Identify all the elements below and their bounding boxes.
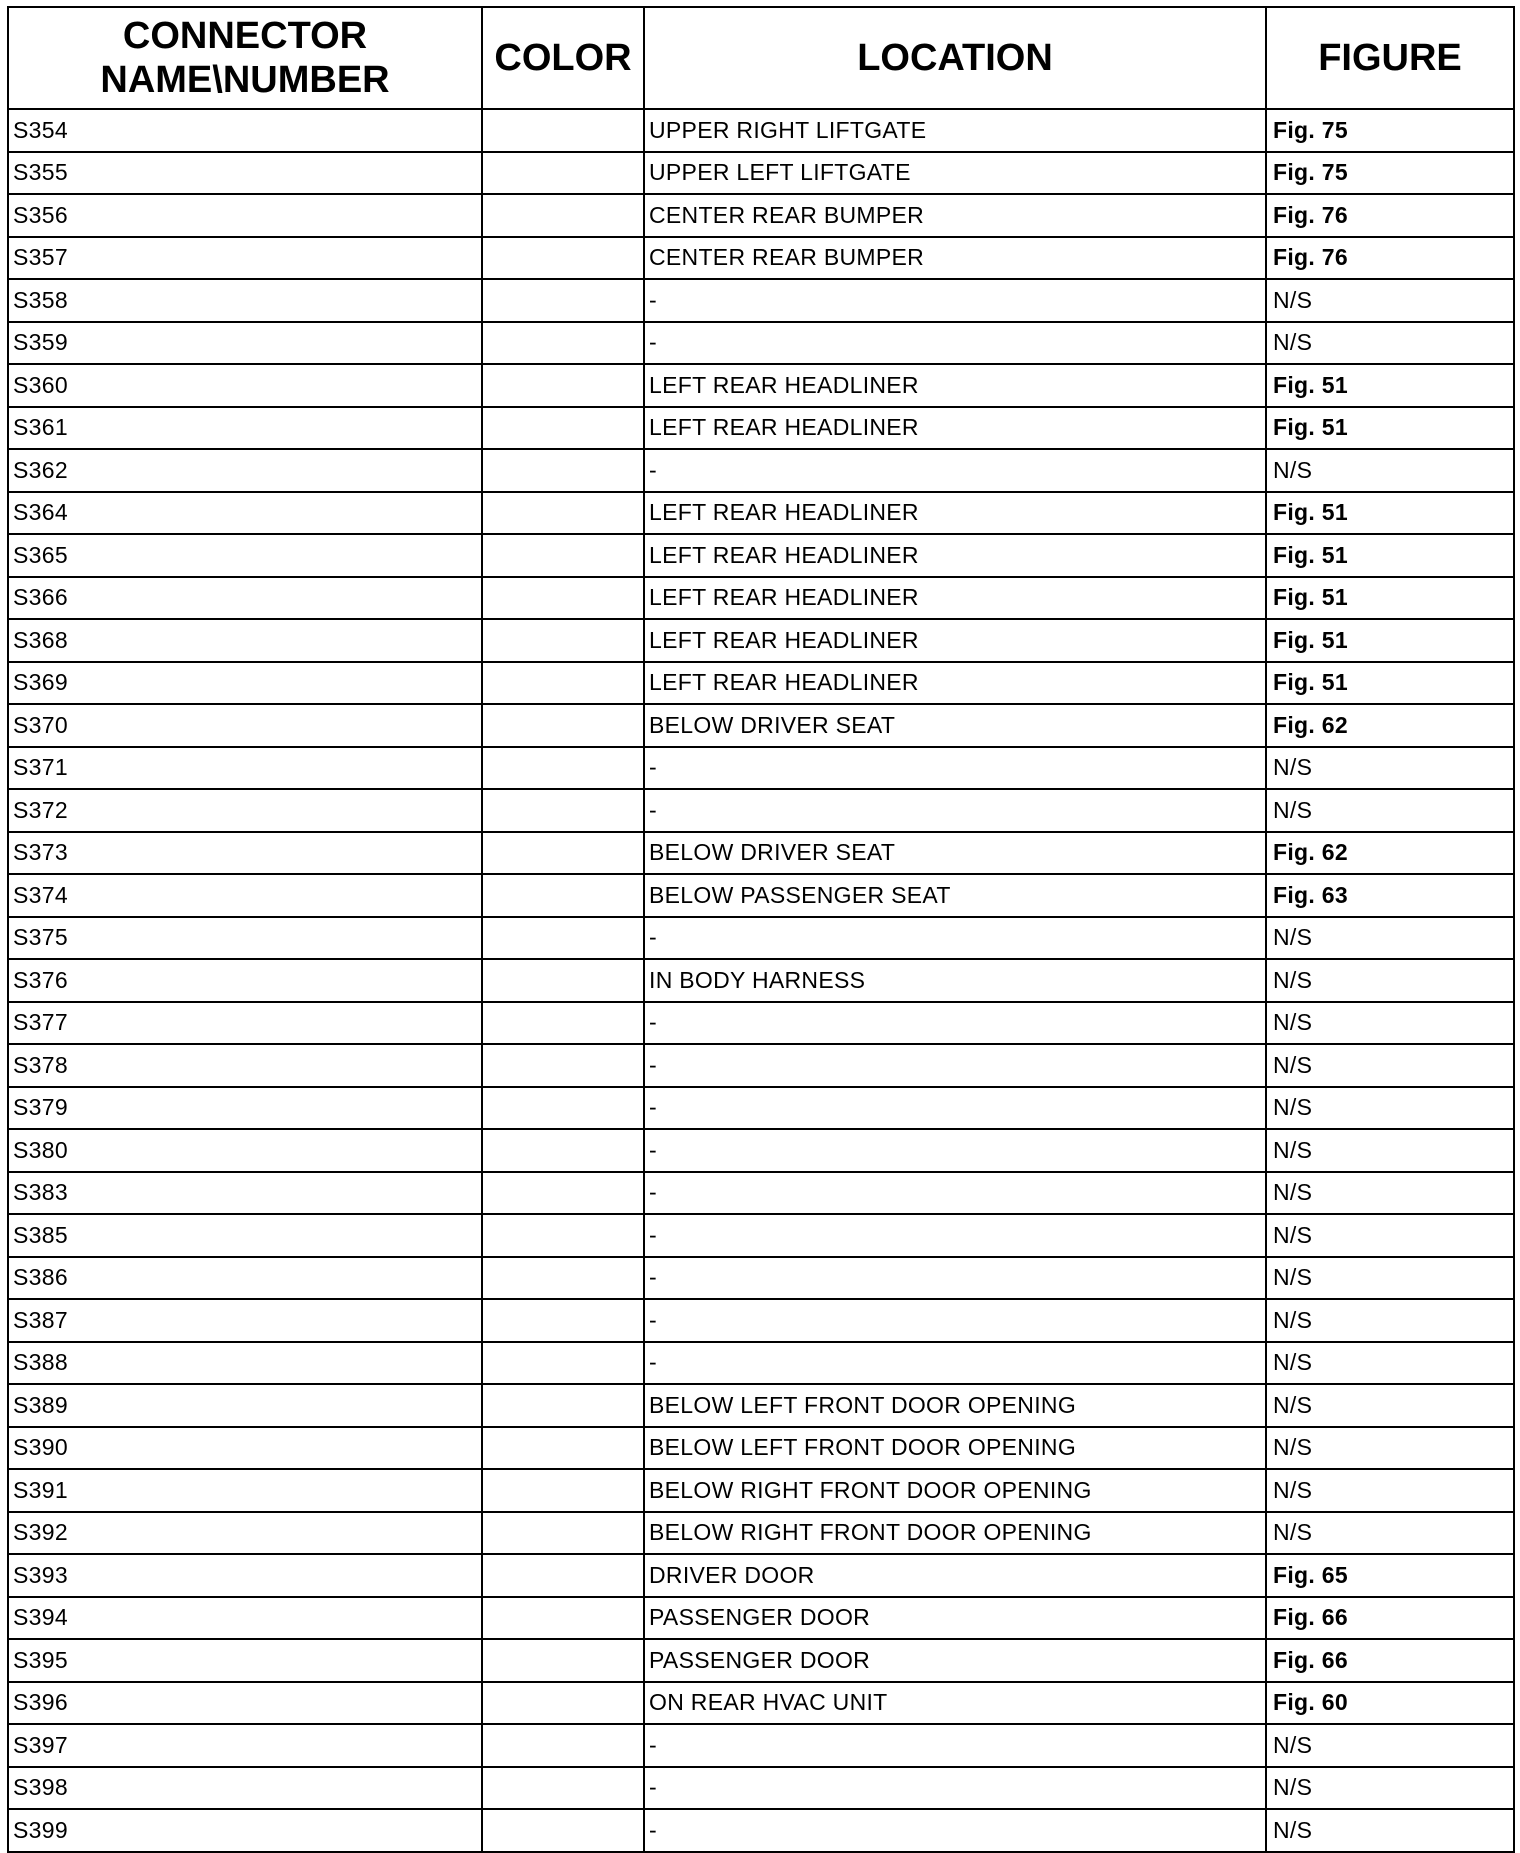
connector-name-cell: S386 xyxy=(8,1257,482,1300)
connector-name-cell: S387 xyxy=(8,1299,482,1342)
location-cell: BELOW DRIVER SEAT xyxy=(644,832,1266,875)
figure-cell: Fig. 51 xyxy=(1266,662,1514,705)
figure-cell: Fig. 63 xyxy=(1266,874,1514,917)
table-row xyxy=(8,1554,1514,1597)
color-cell xyxy=(482,1299,644,1342)
location-cell: BELOW RIGHT FRONT DOOR OPENING xyxy=(644,1469,1266,1512)
table-row xyxy=(8,1809,1514,1852)
table-row xyxy=(8,1087,1514,1130)
location-cell: - xyxy=(644,789,1266,832)
color-cell xyxy=(482,322,644,365)
table-row xyxy=(8,364,1514,407)
connector-name-cell: S357 xyxy=(8,237,482,280)
location-cell: - xyxy=(644,1809,1266,1852)
figure-cell: N/S xyxy=(1266,1427,1514,1470)
connector-name-cell: S369 xyxy=(8,662,482,705)
connector-name-cell: S373 xyxy=(8,832,482,875)
table-row xyxy=(8,1512,1514,1555)
connector-name-cell: S370 xyxy=(8,704,482,747)
table-row xyxy=(8,1342,1514,1385)
table-row xyxy=(8,1044,1514,1087)
table-row xyxy=(8,577,1514,620)
figure-cell: N/S xyxy=(1266,1129,1514,1172)
figure-cell: Fig. 76 xyxy=(1266,237,1514,280)
location-cell: - xyxy=(644,1087,1266,1130)
figure-cell: N/S xyxy=(1266,279,1514,322)
table-row xyxy=(8,1299,1514,1342)
color-cell xyxy=(482,1342,644,1385)
connector-name-cell: S354 xyxy=(8,109,482,152)
table-row xyxy=(8,874,1514,917)
table-row xyxy=(8,1214,1514,1257)
color-cell xyxy=(482,1087,644,1130)
table-row xyxy=(8,237,1514,280)
connector-name-cell: S379 xyxy=(8,1087,482,1130)
connector-name-cell: S389 xyxy=(8,1384,482,1427)
color-cell xyxy=(482,1724,644,1767)
connector-table xyxy=(7,6,1515,1853)
table-row xyxy=(8,534,1514,577)
color-cell xyxy=(482,789,644,832)
connector-name-cell: S368 xyxy=(8,619,482,662)
figure-cell: N/S xyxy=(1266,1087,1514,1130)
color-cell xyxy=(482,1002,644,1045)
figure-cell: Fig. 76 xyxy=(1266,194,1514,237)
table-row xyxy=(8,407,1514,450)
color-cell xyxy=(482,1809,644,1852)
color-cell xyxy=(482,1129,644,1172)
location-cell: DRIVER DOOR xyxy=(644,1554,1266,1597)
connector-name-cell: S396 xyxy=(8,1682,482,1725)
connector-name-cell: S388 xyxy=(8,1342,482,1385)
figure-cell: N/S xyxy=(1266,1767,1514,1810)
figure-cell: N/S xyxy=(1266,1299,1514,1342)
figure-cell: Fig. 51 xyxy=(1266,492,1514,535)
table-row xyxy=(8,1129,1514,1172)
color-cell xyxy=(482,534,644,577)
figure-cell: N/S xyxy=(1266,1512,1514,1555)
color-cell xyxy=(482,1469,644,1512)
figure-cell: Fig. 60 xyxy=(1266,1682,1514,1725)
color-cell xyxy=(482,407,644,450)
connector-name-cell: S372 xyxy=(8,789,482,832)
location-cell: - xyxy=(644,449,1266,492)
location-cell: LEFT REAR HEADLINER xyxy=(644,662,1266,705)
color-cell xyxy=(482,874,644,917)
location-cell: LEFT REAR HEADLINER xyxy=(644,534,1266,577)
figure-cell: N/S xyxy=(1266,1257,1514,1300)
connector-name-cell: S383 xyxy=(8,1172,482,1215)
connector-name-cell: S377 xyxy=(8,1002,482,1045)
connector-name-cell: S393 xyxy=(8,1554,482,1597)
figure-cell: Fig. 51 xyxy=(1266,577,1514,620)
header-location: LOCATION xyxy=(644,7,1266,109)
connector-name-cell: S385 xyxy=(8,1214,482,1257)
location-cell: - xyxy=(644,1724,1266,1767)
table-row xyxy=(8,789,1514,832)
table-row xyxy=(8,152,1514,195)
color-cell xyxy=(482,747,644,790)
connector-name-cell: S378 xyxy=(8,1044,482,1087)
color-cell xyxy=(482,1767,644,1810)
color-cell xyxy=(482,619,644,662)
table-body xyxy=(8,109,1514,1852)
table-row xyxy=(8,832,1514,875)
table-row xyxy=(8,1427,1514,1470)
color-cell xyxy=(482,832,644,875)
connector-name-cell: S391 xyxy=(8,1469,482,1512)
table-row xyxy=(8,279,1514,322)
location-cell: - xyxy=(644,1257,1266,1300)
connector-name-cell: S362 xyxy=(8,449,482,492)
connector-name-cell: S380 xyxy=(8,1129,482,1172)
location-cell: LEFT REAR HEADLINER xyxy=(644,577,1266,620)
connector-name-cell: S371 xyxy=(8,747,482,790)
figure-cell: N/S xyxy=(1266,1342,1514,1385)
location-cell: ON REAR HVAC UNIT xyxy=(644,1682,1266,1725)
color-cell xyxy=(482,152,644,195)
table-row xyxy=(8,959,1514,1002)
header-connector-line2: NAME\NUMBER xyxy=(100,59,390,101)
connector-name-cell: S394 xyxy=(8,1597,482,1640)
location-cell: - xyxy=(644,322,1266,365)
location-cell: BELOW LEFT FRONT DOOR OPENING xyxy=(644,1427,1266,1470)
figure-cell: Fig. 51 xyxy=(1266,364,1514,407)
location-cell: - xyxy=(644,747,1266,790)
color-cell xyxy=(482,1384,644,1427)
figure-cell: Fig. 51 xyxy=(1266,534,1514,577)
color-cell xyxy=(482,1044,644,1087)
location-cell: - xyxy=(644,1767,1266,1810)
figure-cell: Fig. 66 xyxy=(1266,1639,1514,1682)
figure-cell: N/S xyxy=(1266,1044,1514,1087)
table-row xyxy=(8,1682,1514,1725)
connector-name-cell: S355 xyxy=(8,152,482,195)
connector-name-cell: S395 xyxy=(8,1639,482,1682)
table-row xyxy=(8,704,1514,747)
location-cell: LEFT REAR HEADLINER xyxy=(644,492,1266,535)
figure-cell: N/S xyxy=(1266,449,1514,492)
color-cell xyxy=(482,1682,644,1725)
location-cell: - xyxy=(644,1299,1266,1342)
connector-name-cell: S364 xyxy=(8,492,482,535)
table-row xyxy=(8,1257,1514,1300)
location-cell: LEFT REAR HEADLINER xyxy=(644,364,1266,407)
connector-name-cell: S375 xyxy=(8,917,482,960)
location-cell: - xyxy=(644,1172,1266,1215)
location-cell: LEFT REAR HEADLINER xyxy=(644,619,1266,662)
figure-cell: N/S xyxy=(1266,1214,1514,1257)
color-cell xyxy=(482,1257,644,1300)
header-figure: FIGURE xyxy=(1266,7,1514,109)
connector-name-cell: S398 xyxy=(8,1767,482,1810)
figure-cell: N/S xyxy=(1266,1469,1514,1512)
figure-cell: Fig. 75 xyxy=(1266,152,1514,195)
color-cell xyxy=(482,194,644,237)
figure-cell: N/S xyxy=(1266,1809,1514,1852)
figure-cell: Fig. 66 xyxy=(1266,1597,1514,1640)
table-row xyxy=(8,619,1514,662)
connector-name-cell: S365 xyxy=(8,534,482,577)
color-cell xyxy=(482,237,644,280)
location-cell: - xyxy=(644,1214,1266,1257)
color-cell xyxy=(482,1554,644,1597)
header-connector-name xyxy=(8,7,482,109)
table-row xyxy=(8,449,1514,492)
figure-cell: N/S xyxy=(1266,747,1514,790)
color-cell xyxy=(482,109,644,152)
connector-name-cell: S366 xyxy=(8,577,482,620)
location-cell: BELOW RIGHT FRONT DOOR OPENING xyxy=(644,1512,1266,1555)
location-cell: LEFT REAR HEADLINER xyxy=(644,407,1266,450)
figure-cell: Fig. 51 xyxy=(1266,619,1514,662)
figure-cell: N/S xyxy=(1266,1002,1514,1045)
color-cell xyxy=(482,492,644,535)
table-row xyxy=(8,1597,1514,1640)
table-row xyxy=(8,194,1514,237)
location-cell: - xyxy=(644,279,1266,322)
table-row xyxy=(8,1384,1514,1427)
location-cell: IN BODY HARNESS xyxy=(644,959,1266,1002)
color-cell xyxy=(482,917,644,960)
location-cell: - xyxy=(644,1002,1266,1045)
location-cell: UPPER LEFT LIFTGATE xyxy=(644,152,1266,195)
figure-cell: Fig. 62 xyxy=(1266,832,1514,875)
figure-cell: N/S xyxy=(1266,1384,1514,1427)
table-row xyxy=(8,109,1514,152)
color-cell xyxy=(482,1597,644,1640)
figure-cell: N/S xyxy=(1266,917,1514,960)
location-cell: PASSENGER DOOR xyxy=(644,1597,1266,1640)
table-row xyxy=(8,322,1514,365)
figure-cell: Fig. 62 xyxy=(1266,704,1514,747)
location-cell: BELOW DRIVER SEAT xyxy=(644,704,1266,747)
location-cell: - xyxy=(644,1129,1266,1172)
color-cell xyxy=(482,577,644,620)
connector-name-cell: S392 xyxy=(8,1512,482,1555)
connector-name-cell: S397 xyxy=(8,1724,482,1767)
location-cell: UPPER RIGHT LIFTGATE xyxy=(644,109,1266,152)
table-row xyxy=(8,662,1514,705)
table-row xyxy=(8,1172,1514,1215)
connector-name-cell: S399 xyxy=(8,1809,482,1852)
color-cell xyxy=(482,1512,644,1555)
connector-name-cell: S360 xyxy=(8,364,482,407)
location-cell: BELOW LEFT FRONT DOOR OPENING xyxy=(644,1384,1266,1427)
connector-name-cell: S376 xyxy=(8,959,482,1002)
connector-name-cell: S374 xyxy=(8,874,482,917)
location-cell: BELOW PASSENGER SEAT xyxy=(644,874,1266,917)
color-cell xyxy=(482,279,644,322)
header-row xyxy=(8,7,1514,109)
table-row xyxy=(8,1767,1514,1810)
color-cell xyxy=(482,662,644,705)
color-cell xyxy=(482,1427,644,1470)
figure-cell: Fig. 65 xyxy=(1266,1554,1514,1597)
figure-cell: Fig. 51 xyxy=(1266,407,1514,450)
table-row xyxy=(8,1639,1514,1682)
table-row xyxy=(8,492,1514,535)
connector-name-cell: S356 xyxy=(8,194,482,237)
color-cell xyxy=(482,1214,644,1257)
color-cell xyxy=(482,449,644,492)
header-color: COLOR xyxy=(482,7,644,109)
figure-cell: N/S xyxy=(1266,1172,1514,1215)
location-cell: CENTER REAR BUMPER xyxy=(644,194,1266,237)
table-row xyxy=(8,1724,1514,1767)
location-cell: - xyxy=(644,1044,1266,1087)
connector-name-cell: S359 xyxy=(8,322,482,365)
color-cell xyxy=(482,1639,644,1682)
figure-cell: N/S xyxy=(1266,789,1514,832)
table-row xyxy=(8,1002,1514,1045)
table-row xyxy=(8,917,1514,960)
connector-name-cell: S358 xyxy=(8,279,482,322)
connector-name-cell: S390 xyxy=(8,1427,482,1470)
color-cell xyxy=(482,364,644,407)
connector-name-cell: S361 xyxy=(8,407,482,450)
color-cell xyxy=(482,1172,644,1215)
location-cell: PASSENGER DOOR xyxy=(644,1639,1266,1682)
figure-cell: N/S xyxy=(1266,322,1514,365)
table-row xyxy=(8,1469,1514,1512)
color-cell xyxy=(482,959,644,1002)
table-row xyxy=(8,747,1514,790)
header-connector-line1: CONNECTOR xyxy=(122,15,368,57)
location-cell: - xyxy=(644,917,1266,960)
figure-cell: N/S xyxy=(1266,959,1514,1002)
location-cell: - xyxy=(644,1342,1266,1385)
color-cell xyxy=(482,704,644,747)
location-cell: CENTER REAR BUMPER xyxy=(644,237,1266,280)
figure-cell: Fig. 75 xyxy=(1266,109,1514,152)
figure-cell: N/S xyxy=(1266,1724,1514,1767)
